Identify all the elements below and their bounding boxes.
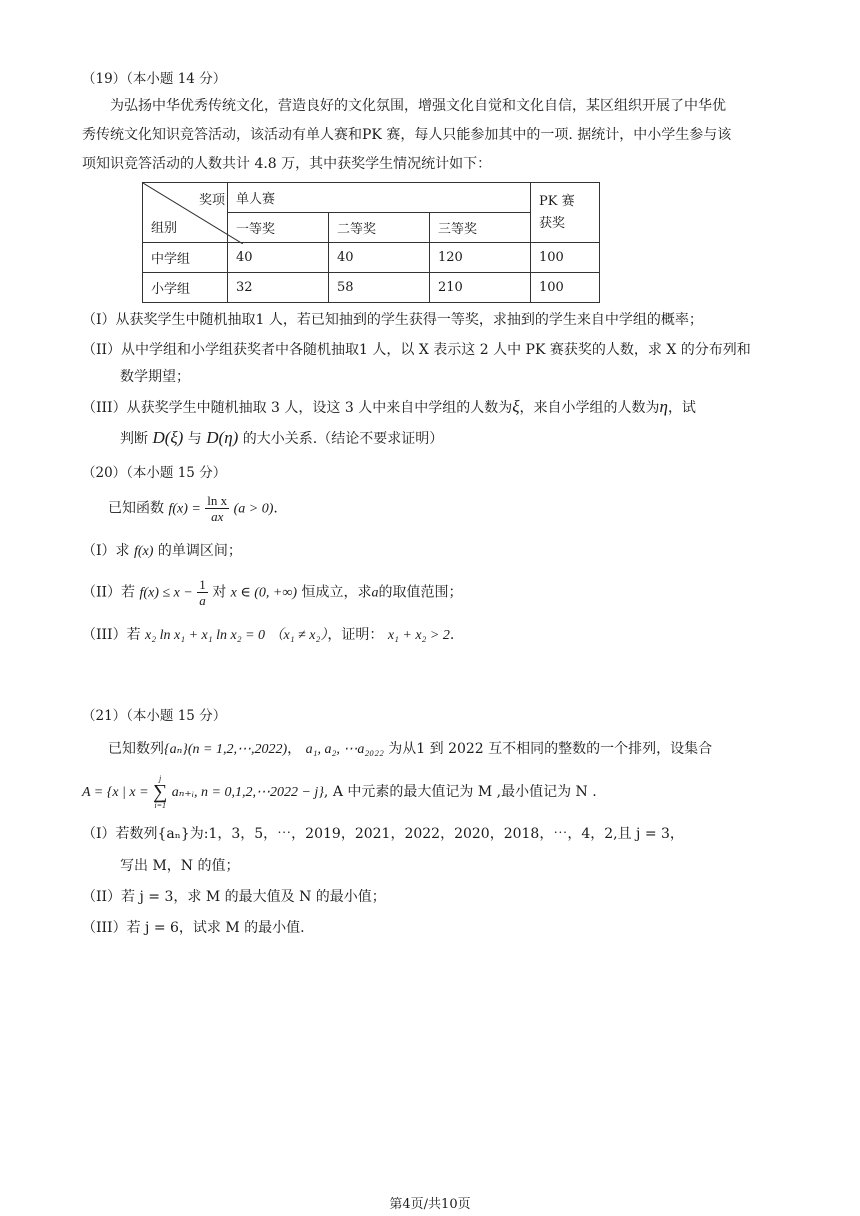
header-award-type: 奖项 <box>199 193 226 208</box>
q21-given-text-c: 为从1 到 2022 互不相同的整数的一个排列，设集合 <box>388 741 713 757</box>
q20-part3-text-b: ，证明： <box>327 627 384 643</box>
q21-header: （21）（本小题 15 分） <box>82 708 227 724</box>
q20-part1-fx: f(x) <box>133 544 154 559</box>
cell-third: 210 <box>430 273 531 303</box>
xi-symbol: ξ <box>512 397 520 416</box>
cell-second: 40 <box>329 243 430 273</box>
cell-first: 40 <box>228 243 329 273</box>
summation-symbol: j ∑ i=1 <box>153 774 168 810</box>
q20-given-text: 已知函数 <box>108 500 164 517</box>
q19-part2-line1: （II）从中学组和小学组获奖者中各随机抽取1 人，以 X 表示这 2 人中 PK 赛获奖的人数，求 X 的分布列和 <box>82 342 751 358</box>
cell-third: 120 <box>430 243 531 273</box>
q21-permutation: a₁, a₂, ⋯a₂₀₂₂ <box>305 742 384 757</box>
cell-second: 58 <box>329 273 430 303</box>
q21-given-text-a: 已知数列 <box>108 741 164 757</box>
q20-part2-text-d: 的取值范围； <box>378 584 463 601</box>
q20-part3-period: . <box>449 627 455 643</box>
header-single-contest: 单人赛 <box>228 183 531 213</box>
q20-part3 <box>82 624 454 644</box>
header-second-prize: 二等奖 <box>329 213 430 243</box>
q19-intro-line1: 为弘扬中华优秀传统文化，营造良好的文化氛围，增强文化自觉和文化自信，某区组织开展了中华优 <box>110 98 726 114</box>
q21-set-text: , A 中元素的最大值记为 M ,最小值记为 N . <box>323 784 597 800</box>
q21-given-text-b: ， <box>287 741 302 757</box>
cell-pk: 100 <box>531 243 600 273</box>
q19-part3-text-f: 的大小关系.（结论不要求证明） <box>242 431 444 447</box>
q21-part1-line1: （I）若数列{aₙ}为:1，3，5，⋯，2019，2021，2022，2020，2018，⋯，4，2,且 j = 3， <box>82 826 684 842</box>
q21-set-definition <box>82 774 597 810</box>
q19-part3-text-e: 与 <box>187 431 202 447</box>
q20-part1-text-b: 的单调区间； <box>157 543 242 559</box>
fraction-numerator: ln x <box>207 493 228 508</box>
award-statistics-table <box>142 182 600 303</box>
page-footer: 第4页/共10页 <box>389 1197 471 1212</box>
q20-part2-text-b: 对 <box>212 584 227 601</box>
q20-part2 <box>82 577 462 608</box>
q20-header: （20）（本小题 15 分） <box>82 465 227 481</box>
q21-part1-line2: 写出 M，N 的值； <box>120 858 240 874</box>
q19-part3-text-d: 判断 <box>120 431 148 447</box>
header-third-prize: 三等奖 <box>430 213 531 243</box>
fraction-denominator: a <box>199 593 206 608</box>
variance-xi: D(ξ) <box>152 428 184 447</box>
q21-given-line1 <box>108 738 712 758</box>
q19-part3-text-c: ，试 <box>667 400 696 416</box>
q19-part3-text-b: ，来自小学组的人数为 <box>519 400 660 416</box>
q21-set-lhs: A = {x | x = <box>82 785 149 800</box>
q19-part3-text-a: （III）从获奖学生中随机抽取 3 人，设这 3 人中来自中学组的人数为 <box>82 400 513 416</box>
q20-part3-goal: x₁ + x₂ > 2 <box>387 628 450 643</box>
q20-part2-text-a: （II）若 <box>82 584 136 601</box>
q20-part1-text-a: （I）求 <box>82 543 130 559</box>
q20-condition: (a > 0) <box>233 501 274 517</box>
row-group-label: 中学组 <box>143 243 228 273</box>
q20-part2-var-a: a <box>371 585 379 601</box>
q21-set-rhs: aₙ₊ᵢ, n = 0,1,2,⋯2022 − j} <box>171 785 324 800</box>
q21-part3: （III）若 j = 6，试求 M 的最小值. <box>82 920 305 936</box>
q21-part2: （II）若 j = 3，求 M 的最大值及 N 的最小值； <box>82 889 386 905</box>
q20-part3-text-a: （III）若 <box>82 627 141 643</box>
eta-symbol: η <box>659 397 668 416</box>
q20-fraction <box>205 493 229 524</box>
q19-intro-line2: 秀传统文化知识竞答活动，该活动有单人赛和PK 赛，每人只能参加其中的一项. 据统计，中小学生参与该 <box>82 127 732 143</box>
q19-intro <box>82 92 782 179</box>
fraction-denominator: ax <box>211 509 224 524</box>
header-first-prize: 一等奖 <box>228 213 329 243</box>
variance-eta: D(η) <box>206 428 239 447</box>
header-pk-line2: 获奖 <box>539 215 566 231</box>
q19-part3-line1 <box>82 397 696 417</box>
q20-part1 <box>82 540 242 560</box>
table-diagonal-header <box>143 183 228 243</box>
cell-pk: 100 <box>531 273 600 303</box>
q20-part2-domain: x ∈ (0, +∞) <box>230 585 297 601</box>
q20-period: . <box>273 500 278 517</box>
q19-header: （19）（本小题 14 分） <box>82 71 227 87</box>
q20-part2-inequality: f(x) ≤ x − <box>139 585 193 601</box>
q19-part3-line2 <box>120 428 443 448</box>
q20-part3-condition: （x₁ ≠ x₂） <box>269 628 328 643</box>
q20-function-lhs: f(x) = <box>168 501 201 517</box>
sum-lower: i=1 <box>154 801 166 810</box>
header-pk-line1: PK 赛 <box>539 193 575 209</box>
q19-intro-line3: 项知识竞答活动的人数共计 4.8 万，其中获奖学生情况统计如下： <box>82 156 492 172</box>
q21-sequence: {aₙ}(n = 1,2,⋯,2022) <box>164 742 288 757</box>
table-row <box>143 273 600 303</box>
header-pk-contest <box>531 183 600 243</box>
q20-part2-text-c: 恒成立，求 <box>301 584 372 601</box>
cell-first: 32 <box>228 273 329 303</box>
fraction-numerator: 1 <box>199 577 206 592</box>
table-row <box>143 243 600 273</box>
row-group-label: 小学组 <box>143 273 228 303</box>
q19-part2-line2: 数学期望； <box>120 369 190 385</box>
sum-upper: j <box>159 774 162 783</box>
q19-part1: （I）从获奖学生中随机抽取1 人，若已知抽到的学生获得一等奖，求抽到的学生来自中学组的概率； <box>82 312 703 328</box>
q20-part3-equation: x₂ ln x₁ + x₁ ln x₂ = 0 <box>145 628 266 643</box>
q20-part2-fraction <box>197 577 208 608</box>
q20-given <box>108 493 278 524</box>
header-group: 组别 <box>151 221 178 236</box>
